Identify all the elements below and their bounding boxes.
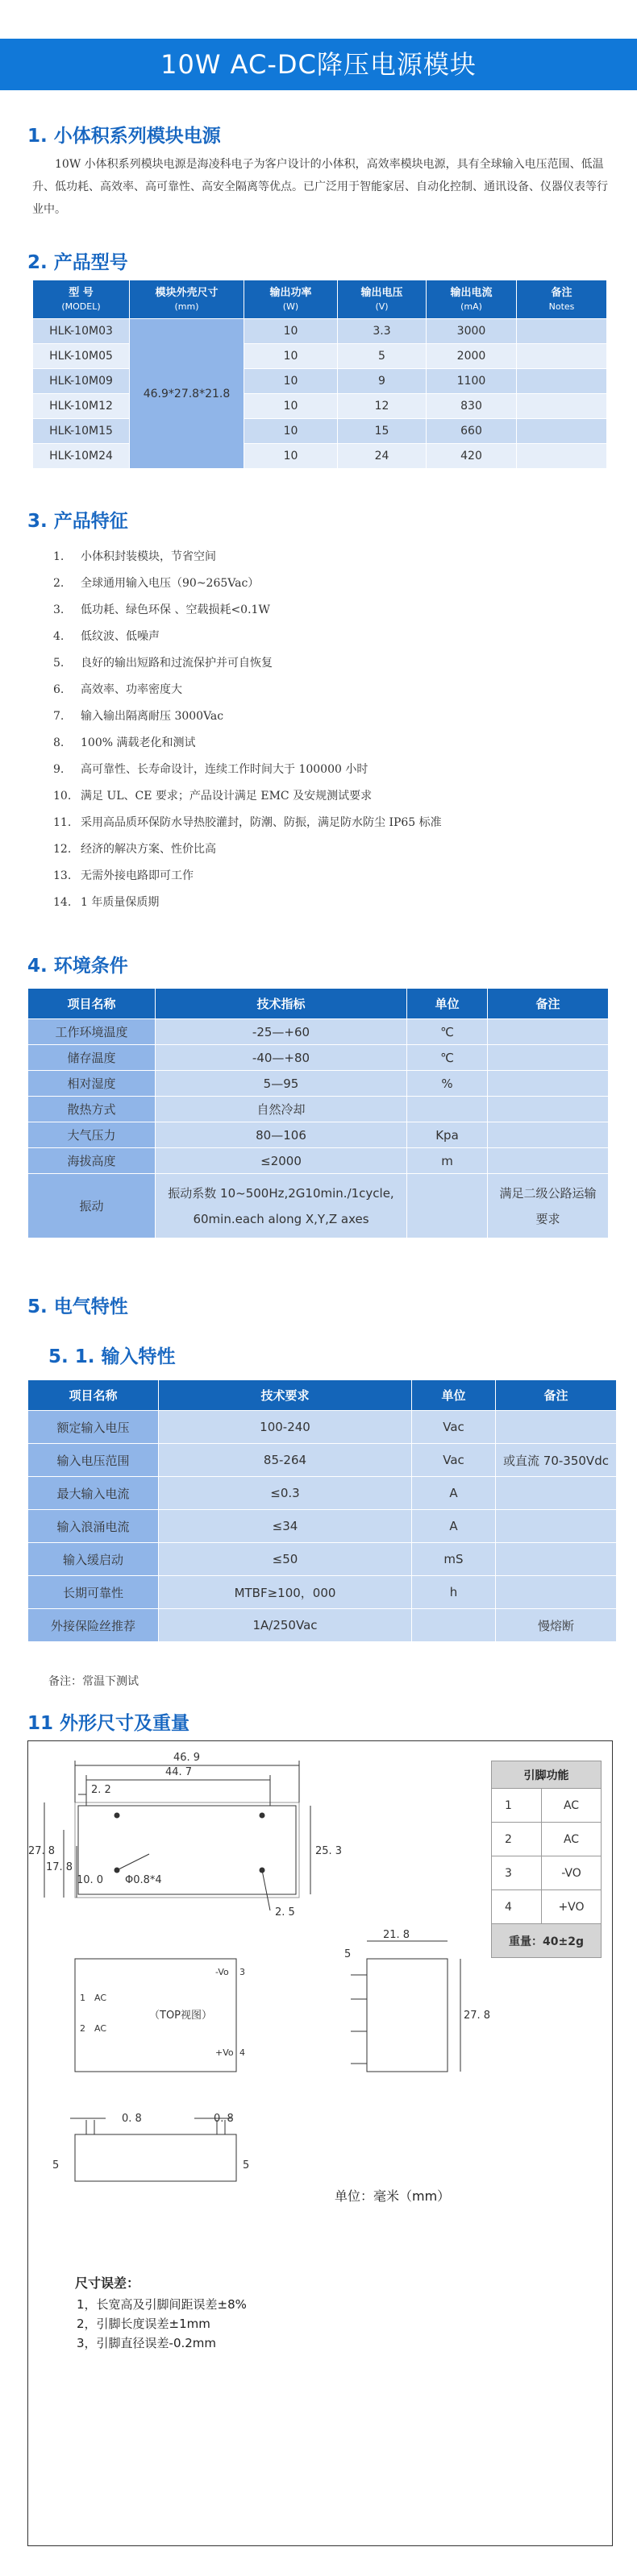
cell-function: -VO bbox=[542, 1856, 602, 1890]
table-row bbox=[33, 319, 607, 344]
table-row bbox=[28, 1609, 617, 1642]
cell-remark bbox=[496, 1477, 617, 1510]
cell-spec: -25—+60 bbox=[156, 1019, 407, 1045]
section-heading-2: 2. 产品型号 bbox=[27, 252, 128, 273]
table-row bbox=[33, 394, 607, 419]
outline-drawing bbox=[28, 1741, 491, 2192]
cell-voltage: 9 bbox=[338, 369, 427, 394]
cell-notes bbox=[517, 344, 607, 369]
header-item: 项目名称 bbox=[28, 1380, 159, 1411]
header-current: 输出电流 (mA) bbox=[427, 280, 517, 319]
tolerance-item: 2，引脚长度误差±1mm bbox=[77, 2317, 210, 2331]
intro-paragraph: 10W 小体积系列模块电源是海凌科电子为客户设计的小体积，高效率模块电源，具有全球输入电压范围、低温升、低功耗、高效率、高可靠性、高安全隔离等优点。已广泛用于智能家居、自动化控制、通讯设备、仪器仪表等行业中。 bbox=[32, 158, 608, 216]
section-heading-11: 11 外形尺寸及重量 bbox=[27, 1713, 190, 1734]
table-row bbox=[28, 1071, 609, 1097]
table-row bbox=[28, 1097, 609, 1122]
header-unit: 单位 bbox=[412, 1380, 496, 1411]
svg-text:3: 3 bbox=[239, 1967, 245, 1977]
list-item: 4. 低纹波、低噪声 bbox=[53, 630, 160, 643]
svg-text:2. 5: 2. 5 bbox=[275, 1906, 295, 1919]
cell-function: AC bbox=[542, 1789, 602, 1823]
cell-item: 储存温度 bbox=[28, 1045, 156, 1071]
table-row bbox=[28, 1510, 617, 1543]
cell-voltage: 15 bbox=[338, 419, 427, 444]
list-item: 5. 良好的输出短路和过流保护并可自恢复 bbox=[53, 657, 273, 670]
cell-requirement: ≤0.3 bbox=[159, 1477, 412, 1510]
svg-text:46. 9: 46. 9 bbox=[173, 1752, 201, 1764]
dimension-drawing bbox=[27, 1740, 613, 2546]
cell-item: 最大输入电流 bbox=[28, 1477, 159, 1510]
cell-pin: 3 bbox=[492, 1856, 542, 1890]
cell-remark bbox=[496, 1543, 617, 1576]
cell-unit: ℃ bbox=[407, 1019, 488, 1045]
header-power: 输出功率 (W) bbox=[244, 280, 338, 319]
cell-pin: 1 bbox=[492, 1789, 542, 1823]
table-row bbox=[28, 1543, 617, 1576]
cell-notes bbox=[517, 369, 607, 394]
cell-power: 10 bbox=[244, 319, 338, 344]
cell-remark: 慢熔断 bbox=[496, 1609, 617, 1642]
cell-remark bbox=[488, 1071, 609, 1097]
svg-text:10. 0: 10. 0 bbox=[77, 1874, 104, 1886]
svg-text:0. 8: 0. 8 bbox=[214, 2113, 234, 2125]
cell-remark bbox=[496, 1411, 617, 1444]
table-row bbox=[28, 1019, 609, 1045]
cell-remark bbox=[488, 1097, 609, 1122]
cell-item: 额定输入电压 bbox=[28, 1411, 159, 1444]
svg-text:AC: AC bbox=[94, 1993, 107, 2003]
cell-requirement: ≤34 bbox=[159, 1510, 412, 1543]
cell-unit: m bbox=[407, 1148, 488, 1174]
section-heading-5: 5. 电气特性 bbox=[27, 1296, 128, 1317]
cell-power: 10 bbox=[244, 369, 338, 394]
cell-model: HLK-10M05 bbox=[33, 344, 130, 369]
cell-model: HLK-10M03 bbox=[33, 319, 130, 344]
cell-item: 相对湿度 bbox=[28, 1071, 156, 1097]
table-row bbox=[33, 444, 607, 469]
cell-item: 大气压力 bbox=[28, 1122, 156, 1148]
svg-text:1: 1 bbox=[80, 1993, 85, 2003]
table-row bbox=[33, 369, 607, 394]
cell-remark bbox=[488, 1148, 609, 1174]
cell-unit bbox=[407, 1097, 488, 1122]
list-item: 12. 经济的解决方案、性价比高 bbox=[53, 843, 216, 856]
cell-remark bbox=[488, 1122, 609, 1148]
svg-text:Φ0.8*4: Φ0.8*4 bbox=[125, 1874, 162, 1886]
svg-text:AC: AC bbox=[94, 2023, 107, 2034]
cell-item: 长期可靠性 bbox=[28, 1576, 159, 1609]
cell-function: AC bbox=[542, 1823, 602, 1856]
cell-current: 660 bbox=[427, 419, 517, 444]
table-row bbox=[28, 1411, 617, 1444]
table-row bbox=[492, 1856, 602, 1890]
list-item: 6. 高效率、功率密度大 bbox=[53, 683, 182, 696]
cell-remark bbox=[496, 1576, 617, 1609]
environment-table bbox=[27, 988, 609, 1238]
header-requirement: 技术要求 bbox=[159, 1380, 412, 1411]
input-table-header bbox=[28, 1380, 617, 1411]
cell-requirement: 85-264 bbox=[159, 1444, 412, 1477]
cell-voltage: 3.3 bbox=[338, 319, 427, 344]
list-item: 8. 100% 满载老化和测试 bbox=[53, 736, 196, 749]
cell-requirement: 1A/250Vac bbox=[159, 1609, 412, 1642]
cell-power: 10 bbox=[244, 419, 338, 444]
table-row bbox=[28, 1045, 609, 1071]
header-spec: 技术指标 bbox=[156, 989, 407, 1019]
cell-notes bbox=[517, 319, 607, 344]
list-item: 7. 输入输出隔离耐压 3000Vac bbox=[53, 710, 224, 723]
svg-text:5: 5 bbox=[243, 2159, 250, 2172]
list-item: 3. 低功耗、绿色环保 、空载损耗<0.1W bbox=[53, 604, 270, 616]
cell-remark: 满足二级公路运输 要求 bbox=[488, 1174, 609, 1238]
table-row bbox=[28, 1148, 609, 1174]
cell-spec: ≤2000 bbox=[156, 1148, 407, 1174]
cell-spec: 振动系数 10~500Hz,2G10min./1cycle, 60min.each along X,Y,Z axes bbox=[156, 1174, 407, 1238]
page-title: 10W AC-DC降压电源模块 bbox=[0, 39, 637, 90]
tolerance-title: 尺寸误差： bbox=[75, 2275, 140, 2291]
cell-requirement: ≤50 bbox=[159, 1543, 412, 1576]
list-item: 13. 无需外接电路即可工作 bbox=[53, 869, 194, 882]
cell-requirement: MTBF≥100，000 bbox=[159, 1576, 412, 1609]
model-table bbox=[32, 280, 607, 469]
cell-item: 振动 bbox=[28, 1174, 156, 1238]
unit-label: 单位：毫米（mm） bbox=[335, 2188, 451, 2204]
cell-pin: 2 bbox=[492, 1823, 542, 1856]
pin-table-header: 引脚功能 bbox=[492, 1761, 602, 1789]
svg-text:5: 5 bbox=[52, 2159, 60, 2172]
svg-text:（TOP视图）: （TOP视图） bbox=[149, 2010, 213, 2022]
section-heading-4: 4. 环境条件 bbox=[27, 956, 128, 977]
list-item: 14. 1 年质量保质期 bbox=[53, 896, 160, 909]
svg-text:2. 2: 2. 2 bbox=[91, 1784, 111, 1796]
header-unit: 单位 bbox=[407, 989, 488, 1019]
table-row bbox=[28, 1174, 609, 1238]
cell-unit: Vac bbox=[412, 1444, 496, 1477]
cell-unit: mS bbox=[412, 1543, 496, 1576]
cell-spec: 自然冷却 bbox=[156, 1097, 407, 1122]
cell-remark bbox=[496, 1510, 617, 1543]
table-row bbox=[28, 1122, 609, 1148]
weight-label: 重量：40±2g bbox=[492, 1924, 602, 1958]
list-item: 2. 全球通用输入电压（90~265Vac） bbox=[53, 577, 260, 590]
cell-item: 工作环境温度 bbox=[28, 1019, 156, 1045]
subsection-heading-5-1: 5. 1. 输入特性 bbox=[48, 1346, 176, 1367]
cell-unit: A bbox=[412, 1510, 496, 1543]
cell-item: 散热方式 bbox=[28, 1097, 156, 1122]
table-row bbox=[33, 344, 607, 369]
table-row bbox=[492, 1890, 602, 1924]
cell-current: 1100 bbox=[427, 369, 517, 394]
tolerance-item: 1，长宽高及引脚间距误差±8% bbox=[77, 2297, 247, 2312]
cell-dimension: 46.9*27.8*21.8 bbox=[130, 319, 244, 469]
svg-text:25. 3: 25. 3 bbox=[315, 1845, 343, 1857]
cell-unit: % bbox=[407, 1071, 488, 1097]
header-remark: 备注 bbox=[488, 989, 609, 1019]
cell-unit bbox=[407, 1174, 488, 1238]
cell-item: 输入浪涌电流 bbox=[28, 1510, 159, 1543]
cell-remark: 或直流 70-350Vdc bbox=[496, 1444, 617, 1477]
svg-text:2: 2 bbox=[80, 2023, 85, 2034]
section-heading-1: 1. 小体积系列模块电源 bbox=[27, 126, 221, 147]
cell-current: 2000 bbox=[427, 344, 517, 369]
cell-model: HLK-10M24 bbox=[33, 444, 130, 469]
header-voltage: 输出电压 (V) bbox=[338, 280, 427, 319]
input-table-note: 备注：常温下测试 bbox=[48, 1675, 139, 1688]
table-row bbox=[33, 419, 607, 444]
cell-notes bbox=[517, 444, 607, 469]
cell-voltage: 12 bbox=[338, 394, 427, 419]
svg-text:0. 8: 0. 8 bbox=[122, 2113, 142, 2125]
cell-notes bbox=[517, 419, 607, 444]
cell-model: HLK-10M09 bbox=[33, 369, 130, 394]
svg-text:4: 4 bbox=[239, 2047, 245, 2058]
cell-unit bbox=[412, 1609, 496, 1642]
cell-spec: -40—+80 bbox=[156, 1045, 407, 1071]
model-table-header bbox=[33, 280, 607, 319]
cell-pin: 4 bbox=[492, 1890, 542, 1924]
cell-item: 海拔高度 bbox=[28, 1148, 156, 1174]
cell-unit: ℃ bbox=[407, 1045, 488, 1071]
cell-current: 3000 bbox=[427, 319, 517, 344]
table-row bbox=[28, 1477, 617, 1510]
header-notes: 备注 Notes bbox=[517, 280, 607, 319]
table-row bbox=[492, 1789, 602, 1823]
table-row bbox=[492, 1823, 602, 1856]
cell-spec: 80—106 bbox=[156, 1122, 407, 1148]
cell-current: 830 bbox=[427, 394, 517, 419]
cell-item: 外接保险丝推荐 bbox=[28, 1609, 159, 1642]
cell-power: 10 bbox=[244, 344, 338, 369]
cell-current: 420 bbox=[427, 444, 517, 469]
list-item: 1. 小体积封装模块，节省空间 bbox=[53, 550, 216, 563]
cell-requirement: 100-240 bbox=[159, 1411, 412, 1444]
table-row bbox=[28, 1576, 617, 1609]
svg-text:21. 8: 21. 8 bbox=[383, 1929, 410, 1941]
table-row bbox=[28, 1444, 617, 1477]
cell-remark bbox=[488, 1019, 609, 1045]
section-heading-3: 3. 产品特征 bbox=[27, 511, 128, 532]
environment-table-header bbox=[28, 989, 609, 1019]
header-remark: 备注 bbox=[496, 1380, 617, 1411]
cell-model: HLK-10M12 bbox=[33, 394, 130, 419]
cell-remark bbox=[488, 1045, 609, 1071]
header-dimension: 模块外壳尺寸 (mm) bbox=[130, 280, 244, 319]
cell-model: HLK-10M15 bbox=[33, 419, 130, 444]
svg-text:+Vo: +Vo bbox=[215, 2047, 234, 2058]
cell-unit: Vac bbox=[412, 1411, 496, 1444]
cell-unit: A bbox=[412, 1477, 496, 1510]
cell-unit: Kpa bbox=[407, 1122, 488, 1148]
header-model: 型 号 (MODEL) bbox=[33, 280, 130, 319]
cell-voltage: 24 bbox=[338, 444, 427, 469]
pin-function-table bbox=[491, 1761, 602, 1958]
svg-text:27. 8: 27. 8 bbox=[464, 2010, 491, 2022]
svg-text:5: 5 bbox=[344, 1948, 352, 1960]
cell-function: +VO bbox=[542, 1890, 602, 1924]
cell-power: 10 bbox=[244, 394, 338, 419]
svg-text:27. 8: 27. 8 bbox=[28, 1845, 56, 1857]
cell-unit: h bbox=[412, 1576, 496, 1609]
cell-notes bbox=[517, 394, 607, 419]
list-item: 11. 采用高品质环保防水导热胶灌封，防潮、防振，满足防水防尘 IP65 标准 bbox=[53, 816, 442, 829]
header-item: 项目名称 bbox=[28, 989, 156, 1019]
cell-item: 输入电压范围 bbox=[28, 1444, 159, 1477]
tolerance-item: 3，引脚直径误差-0.2mm bbox=[77, 2336, 217, 2350]
cell-voltage: 5 bbox=[338, 344, 427, 369]
input-table bbox=[27, 1379, 617, 1642]
cell-power: 10 bbox=[244, 444, 338, 469]
cell-spec: 5—95 bbox=[156, 1071, 407, 1097]
list-item: 10. 满足 UL、CE 要求；产品设计满足 EMC 及安规测试要求 bbox=[53, 790, 373, 803]
list-item: 9. 高可靠性、长寿命设计，连续工作时间大于 100000 小时 bbox=[53, 763, 368, 776]
svg-text:44. 7: 44. 7 bbox=[165, 1766, 193, 1778]
cell-item: 输入缓启动 bbox=[28, 1543, 159, 1576]
svg-text:-Vo: -Vo bbox=[215, 1967, 229, 1977]
svg-text:17. 8: 17. 8 bbox=[46, 1861, 73, 1873]
